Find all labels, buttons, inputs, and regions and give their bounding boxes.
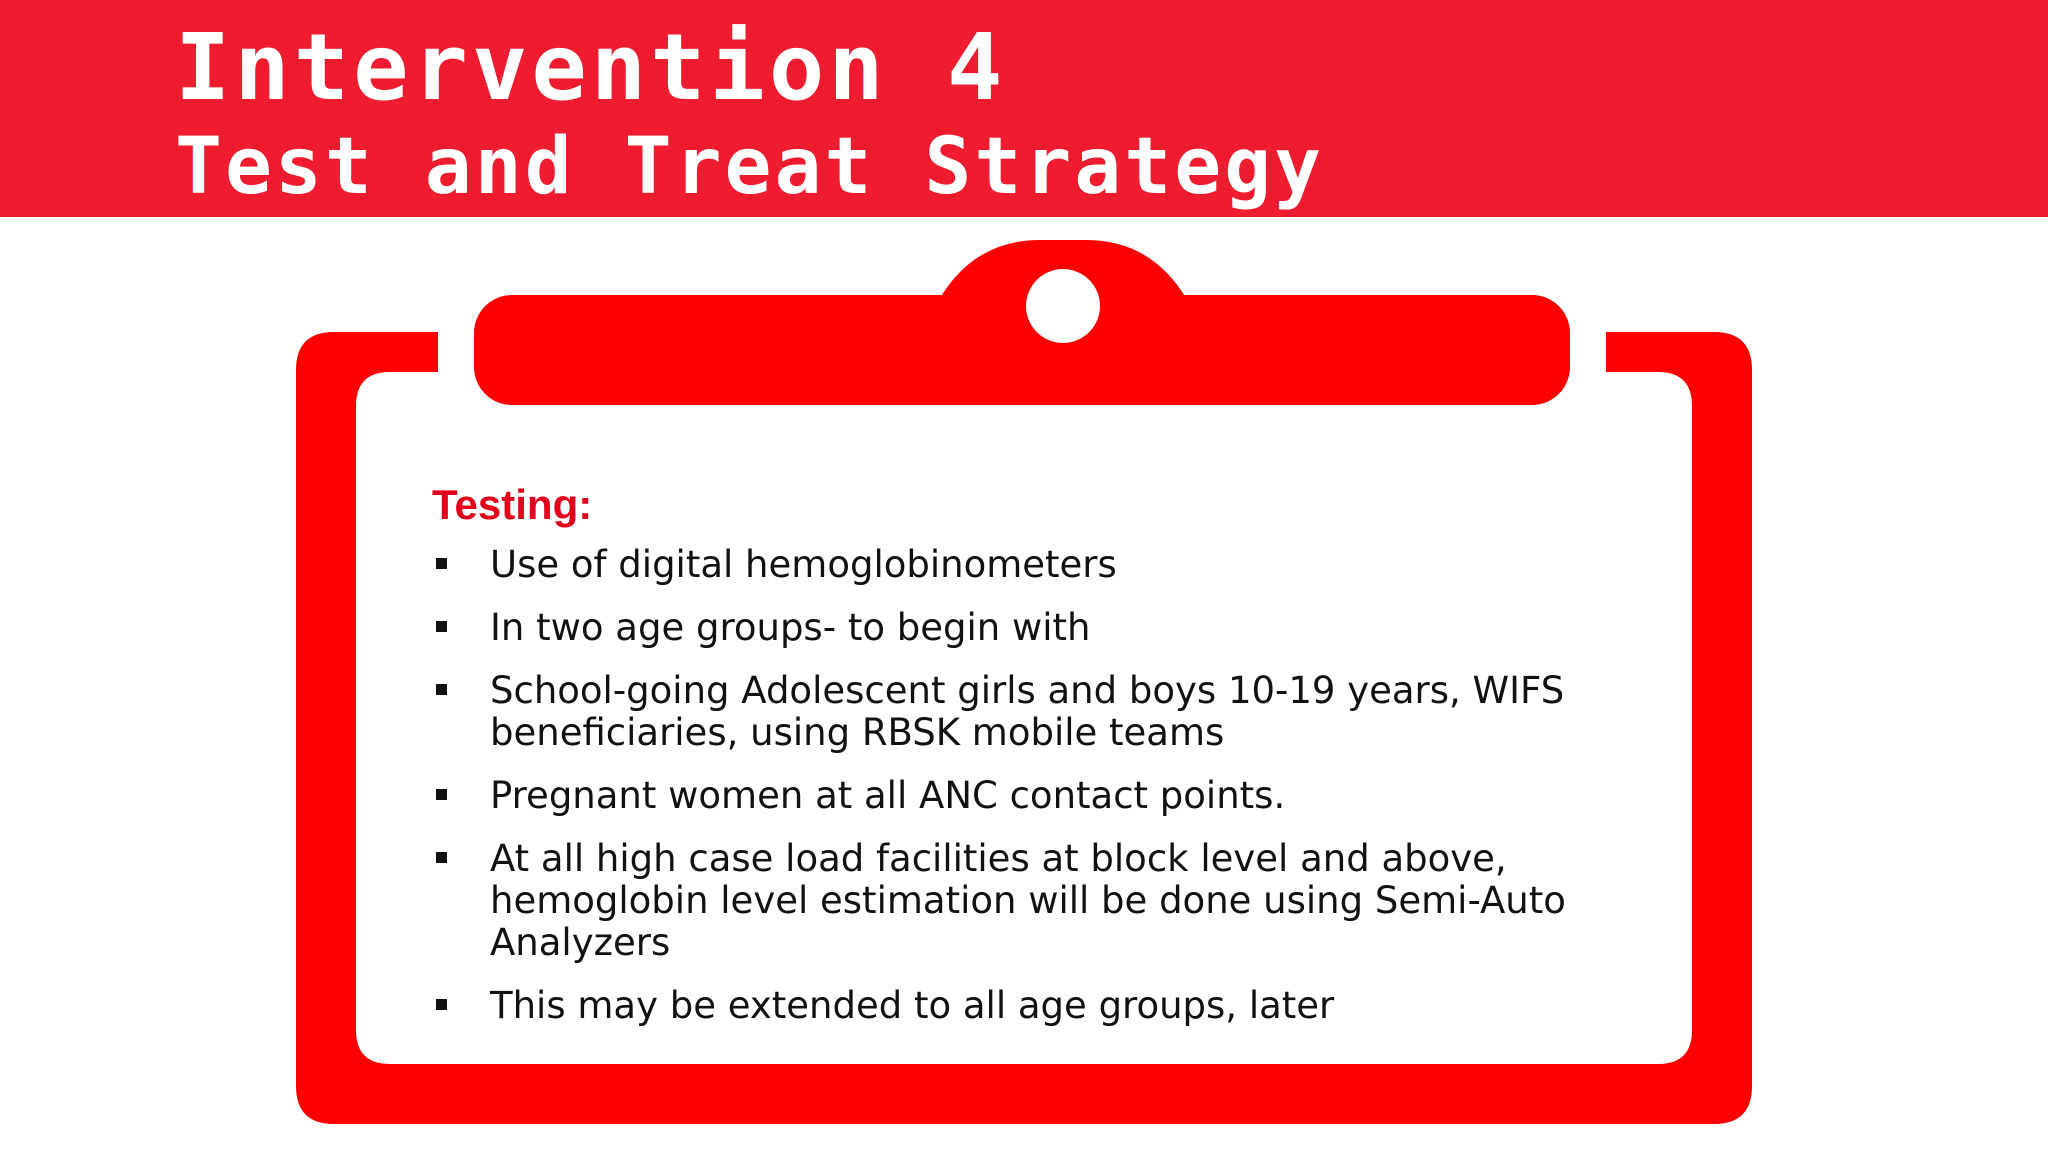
list-item-text: Pregnant women at all ANC contact points. (490, 774, 1286, 818)
bullet-icon (436, 789, 447, 800)
list-item (432, 670, 1672, 754)
list-item (432, 607, 1672, 649)
bullet-icon (436, 558, 447, 569)
list-item (432, 838, 1672, 964)
slide-subtitle: Test and Treat Strategy (175, 122, 1325, 212)
list-item-text: School-going Adolescent girls and boys 10-19 years, WIFS beneficiaries, using RBSK mobile teams (490, 669, 1565, 755)
bullet-icon (436, 852, 447, 863)
bullet-icon (436, 999, 447, 1010)
list-item (432, 775, 1672, 817)
list-item-text: This may be extended to all age groups, later (490, 984, 1335, 1028)
slide-title: Intervention 4 (175, 14, 1007, 121)
list-item (432, 544, 1672, 586)
clipboard-content (432, 480, 1672, 1048)
bullet-icon (436, 621, 447, 632)
section-heading: Testing: (432, 481, 593, 528)
bullet-list (432, 544, 1672, 1027)
list-item-text: In two age groups- to begin with (490, 606, 1091, 650)
list-item-text: At all high case load facilities at block level and above, hemoglobin level estimation will be done using Semi-Auto Analyzers (490, 837, 1566, 965)
list-item (432, 985, 1672, 1027)
list-item-text: Use of digital hemoglobinometers (490, 543, 1117, 587)
bullet-icon (436, 684, 447, 695)
clipboard-clip-bar (474, 295, 1570, 405)
clipboard-clip-hole (1026, 269, 1100, 343)
